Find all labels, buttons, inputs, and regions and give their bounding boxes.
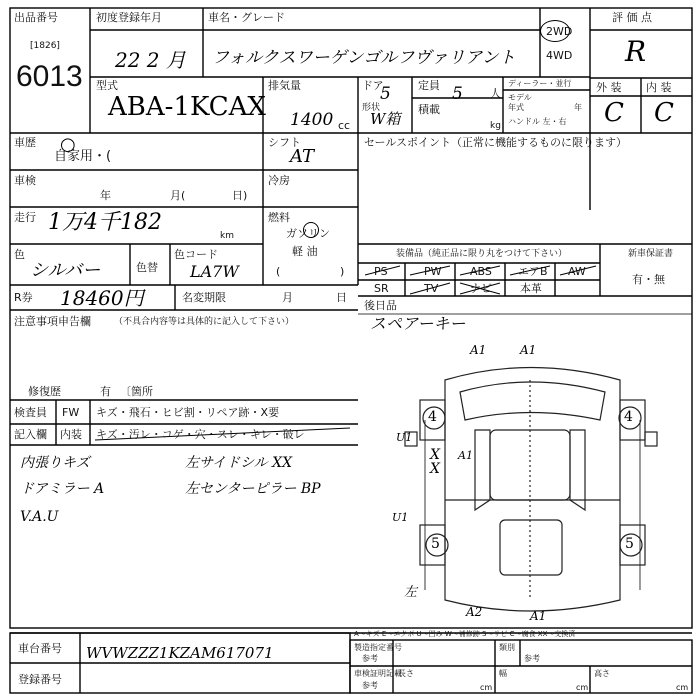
model-year-label: モデル xyxy=(508,93,532,102)
fuel-circle xyxy=(303,222,319,238)
name-change-day: 日 xyxy=(336,291,347,304)
fw-text: キズ・飛石・ヒビ割・リペア跡・X要 xyxy=(96,406,280,419)
rear-value: スペアーキー xyxy=(370,314,466,333)
note-line-2-left: ドアミラー A xyxy=(20,481,105,497)
capacity-value: 5 xyxy=(452,84,463,104)
fuel-diesel: 軽 油 xyxy=(292,245,318,258)
displacement-unit: cc xyxy=(338,119,351,132)
exterior-grade: C xyxy=(604,98,624,128)
dealer-label: ディーラー・並行 xyxy=(508,79,572,88)
history-value: 自家用・( xyxy=(54,149,112,164)
damage-legend: A～キズ E～エクボ U～凹み W～補修跡 S～サビ C～腐食 XX～交換済 xyxy=(354,630,576,638)
mileage-label: 走行 xyxy=(14,211,36,224)
note-line-1-right: 左サイドシル XX xyxy=(185,455,293,471)
recycle-value: 18460円 xyxy=(60,286,144,310)
rating-label: 評 価 点 xyxy=(612,11,652,24)
color-code-label: 色コード xyxy=(174,248,218,261)
repair-label: 修復歴 xyxy=(28,385,61,398)
history-circle-mark: ○ xyxy=(60,134,76,155)
damage-mark: U1 xyxy=(392,511,409,524)
displacement-value: 1400 xyxy=(290,110,334,130)
shift-label: シフト xyxy=(268,136,301,149)
damage-mark: A1 xyxy=(530,609,547,623)
model-year-sub: 年式 xyxy=(508,103,524,112)
entry-label: 記入欄 xyxy=(14,428,47,441)
notes-label: 注意事項申告欄 xyxy=(14,315,91,328)
rear-label: 後日品 xyxy=(364,299,397,312)
cert-label: 車検証明記載 xyxy=(354,669,402,678)
damage-mark: 左 xyxy=(404,585,418,600)
exterior-label: 外 装 xyxy=(596,81,622,94)
name-change-month: 月 xyxy=(282,291,293,304)
note-line-3-left: V.A.U xyxy=(20,509,59,525)
equip-sr: SR xyxy=(374,282,389,295)
damage-mark: 4 xyxy=(428,409,437,425)
first-registration-value: 22 2 月 xyxy=(115,48,186,72)
damage-mark: X xyxy=(430,461,440,477)
lot-sub-number: [1826] xyxy=(30,41,60,51)
height-unit: cm xyxy=(676,683,689,692)
spec-number-label: 製造指定番号 xyxy=(354,643,402,652)
color-label: 色 xyxy=(14,248,25,261)
repair-location: 〔箇所 xyxy=(120,385,153,398)
equip-airbag: エアB xyxy=(518,265,548,278)
fuel-paren-close: ) xyxy=(340,265,345,278)
shift-value: AT xyxy=(290,146,315,167)
model-value: ABA-1KCAX xyxy=(108,92,266,122)
rating-value: R xyxy=(625,35,647,68)
equip-ps: PS xyxy=(374,265,388,278)
notes-hint: （不具合内容等は具体的に記入して下さい） xyxy=(114,317,295,327)
mileage-value: 1万4千182 xyxy=(48,210,162,235)
inspection-day: 日) xyxy=(232,189,248,202)
damage-mark: U1 xyxy=(396,431,413,444)
damage-mark: A2 xyxy=(466,605,483,619)
sales-point-label: セールスポイント（正常に機能するものに限ります） xyxy=(364,136,628,149)
damage-mark: A1 xyxy=(470,343,487,357)
damage-mark: X xyxy=(430,447,440,463)
inspection-year: 年 xyxy=(100,189,111,202)
drive-circle xyxy=(540,20,573,42)
damage-mark: 4 xyxy=(624,409,633,425)
handle-label: ハンドル 左・右 xyxy=(508,117,567,126)
inspector-label: 検査員 xyxy=(14,406,47,419)
equip-abs: ABS xyxy=(470,265,492,278)
interior-check-label: 内装 xyxy=(60,428,82,441)
fuel-label: 燃料 xyxy=(268,211,290,224)
vin-label: 車台番号 xyxy=(18,642,62,655)
warranty-value: 有・無 xyxy=(632,273,665,286)
note-line-1-left: 内張りキズ xyxy=(20,455,90,471)
damage-mark: A1 xyxy=(458,449,473,462)
equip-tv: TV xyxy=(424,282,439,295)
first-registration-label: 初度登録年月 xyxy=(96,11,162,24)
lot-number: 6013 xyxy=(16,60,83,93)
damage-mark: 5 xyxy=(625,536,634,552)
vehicle-name-value: フォルクスワーゲンゴルフヴァリアント xyxy=(212,48,516,68)
name-change-label: 名変期限 xyxy=(182,291,226,304)
length-label: 長さ xyxy=(398,669,414,678)
body-value: W箱 xyxy=(370,110,401,128)
fuel-paren-open: ( xyxy=(276,265,281,278)
spec-ref: 参考 xyxy=(362,654,378,663)
equip-leather: 本革 xyxy=(520,282,542,295)
equip-pw: PW xyxy=(424,265,442,278)
history-label: 車歴 xyxy=(14,136,36,149)
damage-mark: 5 xyxy=(431,536,440,552)
load-unit: kg xyxy=(490,121,501,131)
equipment-label: 装備品（純正品に限り丸をつけて下さい） xyxy=(396,249,568,259)
vin-value: WVWZZZ1KZAM617071 xyxy=(86,644,274,662)
registration-label: 登録番号 xyxy=(18,673,62,686)
note-line-2-right: 左センターピラー BP xyxy=(185,481,321,497)
inspection-label: 車検 xyxy=(14,174,36,187)
lot-number-label: 出品番号 xyxy=(14,11,58,24)
displacement-label: 排気量 xyxy=(268,79,301,92)
repair-value: 有 xyxy=(100,385,111,398)
damage-mark: A1 xyxy=(520,343,537,357)
class-label: 類別 xyxy=(499,643,515,652)
mileage-unit: km xyxy=(220,231,234,241)
interior-grade: C xyxy=(654,98,674,128)
door-label: ドア xyxy=(362,79,384,92)
class-ref: 参考 xyxy=(524,654,540,663)
door-value: 5 xyxy=(380,84,391,104)
color-tone-label: 色替 xyxy=(136,261,158,274)
drive-4wd: 4WD xyxy=(546,49,573,62)
car-diagram xyxy=(405,368,657,612)
cert-ref: 参考 xyxy=(362,681,378,690)
year-unit: 年 xyxy=(574,103,582,112)
fuel-gasoline: ガソリン xyxy=(286,227,330,240)
width-unit: cm xyxy=(576,683,589,692)
body-label: 形状 xyxy=(362,103,381,113)
capacity-label: 定員 xyxy=(418,79,440,92)
equip-navi: ナビ xyxy=(470,282,492,295)
fw-label: FW xyxy=(62,406,80,419)
vehicle-name-label: 車名・グレード xyxy=(208,11,285,24)
height-label: 高さ xyxy=(594,669,610,678)
warranty-label: 新車保証書 xyxy=(628,249,674,259)
capacity-unit: 人 xyxy=(490,87,501,100)
load-label: 積載 xyxy=(418,103,440,116)
equip-aw: AW xyxy=(568,265,586,278)
length-unit: cm xyxy=(480,683,493,692)
color-code-value: LA7W xyxy=(190,262,239,281)
inspection-month: 月( xyxy=(170,189,186,202)
interior-check-text: キズ・汚レ・コゲ・穴・スレ・キレ・破レ xyxy=(96,428,305,441)
recycle-label: R券 xyxy=(14,291,33,304)
drive-2wd: 2WD xyxy=(546,25,573,38)
width-label: 幅 xyxy=(499,669,507,678)
ac-label: 冷房 xyxy=(268,174,290,187)
interior-label: 内 装 xyxy=(646,81,672,94)
model-label: 型式 xyxy=(96,79,118,92)
color-value: シルバー xyxy=(30,260,101,281)
